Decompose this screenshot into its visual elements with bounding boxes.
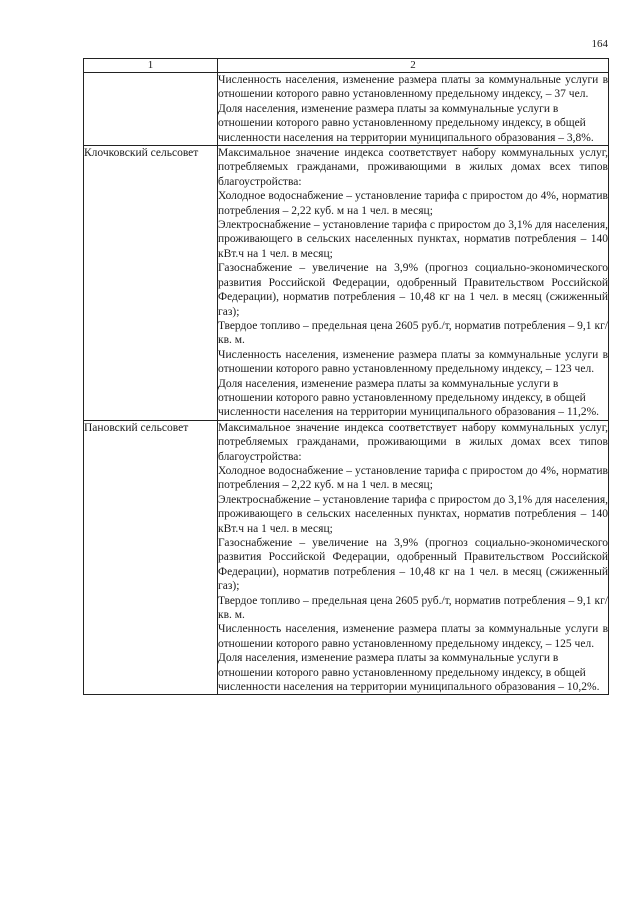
paragraph: Доля населения, изменение размера платы за коммунальные услуги в отношении которого равно установленному предельному индексу, в общей численности населения на территории муниципального образования – 10,2%. [218, 652, 600, 694]
paragraph: Электроснабжение – установление тарифа с приростом до 3,1% для населения, проживающего в сельских населенных пунктах, норматив потребления – 140 кВт.ч на 1 чел. в месяц; [218, 219, 608, 260]
table-header-row [84, 59, 609, 73]
header-col-2: 2 [218, 59, 609, 73]
municipality-name [84, 73, 218, 146]
paragraph: Твердое топливо – предельная цена 2605 руб./т, норматив потребления – 9,1 кг/кв. м. [218, 594, 608, 622]
paragraph: Максимальное значение индекса соответствует набору коммунальных услуг, потребляемых гражданами, проживающими в жилых домах всех типов благоустройства: [218, 421, 608, 463]
paragraph: Газоснабжение – увеличение на 3,9% (прогноз социально-экономического развития Российской Федерации, одобренный Правительством Российской Федерации), норматив потребления – 10,48 кг на 1 чел. в месяц (сжиженный газ); [218, 537, 608, 593]
paragraph: Доля населения, изменение размера платы за коммунальные услуги в отношении которого равно установленному предельному индексу, в общей численности населения на территории муниципального образования – 11,2%. [218, 377, 600, 419]
header-col-1: 1 [84, 59, 218, 73]
paragraph: Твердое топливо – предельная цена 2605 руб./т, норматив потребления – 9,1 кг/кв. м. [218, 319, 608, 347]
municipality-details [218, 146, 609, 421]
paragraph: Холодное водоснабжение – установление тарифа с приростом до 4%, норматив потребления – 2,22 куб. м на 1 чел. в месяц; [218, 190, 608, 217]
paragraph: Электроснабжение – установление тарифа с приростом до 3,1% для населения, проживающего в сельских населенных пунктах, норматив потребления – 140 кВт.ч на 1 чел. в месяц; [218, 493, 608, 535]
table-row [84, 420, 609, 695]
paragraph: Доля населения, изменение размера платы за коммунальные услуги в отношении которого равно установленному предельному индексу, в общей численности населения на территории муниципального образования – 3,8%. [218, 102, 594, 144]
paragraph: Холодное водоснабжение – установление тарифа с приростом до 4%, норматив потребления – 2,22 куб. м на 1 чел. в месяц; [218, 464, 608, 492]
paragraph: Максимальное значение индекса соответствует набору коммунальных услуг, потребляемых гражданами, проживающими в жилых домах всех типов благоустройства: [218, 147, 608, 188]
municipality-details [218, 420, 609, 695]
municipality-name: Пановский сельсовет [84, 420, 218, 695]
municipal-index-table [83, 58, 609, 695]
municipality-details [218, 73, 609, 146]
paragraph: Численность населения, изменение размера платы за коммунальные услуги в отношении которого равно установленному предельному индексу, – 123 чел. [218, 348, 608, 376]
paragraph: Численность населения, изменение размера платы за коммунальные услуги в отношении которого равно установленному предельному индексу, – 37 чел. [218, 74, 608, 101]
table-row [84, 146, 609, 421]
municipality-name: Клочковский сельсовет [84, 146, 218, 421]
paragraph: Численность населения, изменение размера платы за коммунальные услуги в отношении которого равно установленному предельному индексу, – 125 чел. [218, 623, 608, 650]
paragraph: Газоснабжение – увеличение на 3,9% (прогноз социально-экономического развития Российской Федерации, одобренный Правительством Российской Федерации), норматив потребления – 10,48 кг на 1 чел. в месяц (сжиженный газ); [218, 262, 608, 318]
table-row [84, 73, 609, 146]
page-number: 164 [591, 38, 608, 50]
